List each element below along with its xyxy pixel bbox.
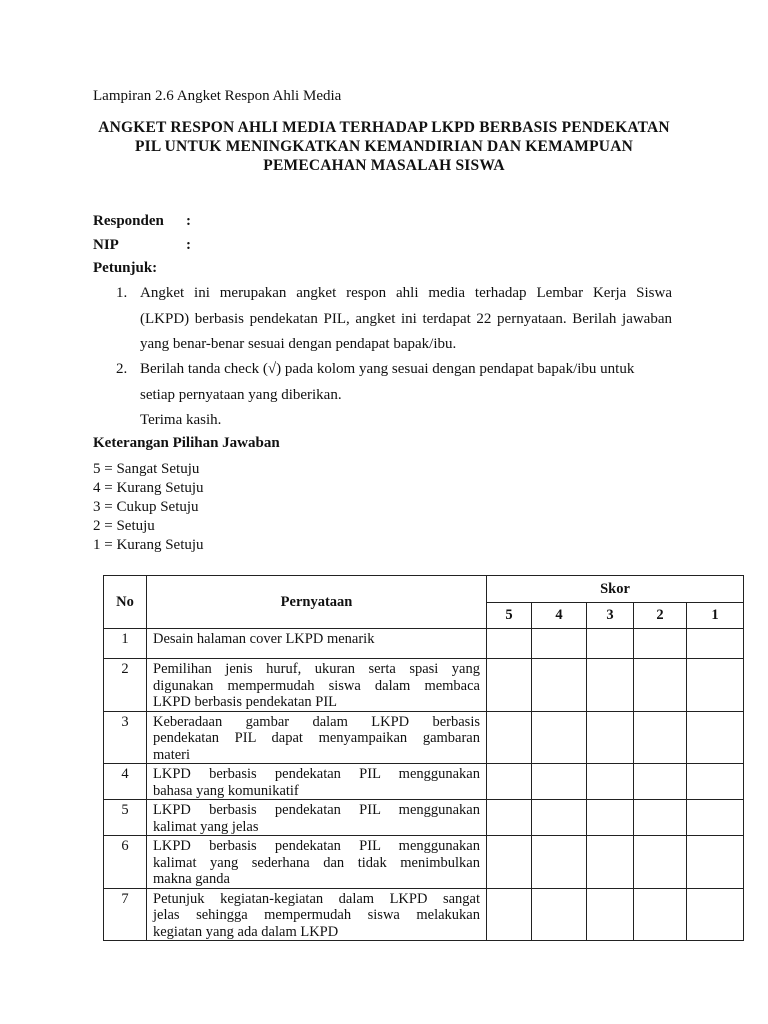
statement-line: bahasa yang komunikatif <box>153 782 299 799</box>
instruction-line: (LKPD) berbasis pendekatan PIL, angket ini terdapat 22 pernyataan. Berilah jawaban <box>140 310 672 327</box>
statement-line: pendekatan PIL dapat menyampaikan gambaran <box>153 730 480 746</box>
header-score-1: 1 <box>687 603 744 629</box>
instruction-line: yang benar-benar sesuai dengan pendapat bapak/ibu. <box>140 336 457 352</box>
document-title <box>0 118 768 175</box>
table-row <box>104 629 744 659</box>
score-cell-3[interactable] <box>587 629 634 659</box>
score-cell-2[interactable] <box>634 764 687 800</box>
legend-item: 2 = Setuju <box>93 518 155 534</box>
statement-line: kalimat yang jelas <box>153 818 259 835</box>
legend-item: 5 = Sangat Setuju <box>93 461 200 477</box>
respondent-label: Responden <box>93 213 164 229</box>
score-cell-3[interactable] <box>587 888 634 941</box>
statement-line: digunakan mempermudah siswa dalam membaca <box>153 677 480 694</box>
statement-line: LKPD berbasis pendekatan PIL menggunakan <box>153 802 480 818</box>
score-cell-4[interactable] <box>532 888 587 941</box>
row-number: 4 <box>104 764 147 800</box>
instruction-number: 1. <box>116 285 128 301</box>
respondent-colon: : <box>186 213 191 229</box>
instruction-line: Berilah tanda check (√) pada kolom yang sesuai dengan pendapat bapak/ibu untuk <box>140 361 635 377</box>
legend-item: 4 = Kurang Setuju <box>93 480 204 496</box>
row-number: 3 <box>104 711 147 764</box>
instruction-item <box>140 357 672 434</box>
title-line: PEMECAHAN MASALAH SISWA <box>263 157 505 174</box>
score-cell-5[interactable] <box>487 888 532 941</box>
statement-line: Keberadaan gambar dalam LKPD berbasis <box>153 713 480 730</box>
score-cell-1[interactable] <box>687 629 744 659</box>
score-cell-4[interactable] <box>532 764 587 800</box>
score-table <box>103 575 744 941</box>
score-cell-2[interactable] <box>634 836 687 889</box>
instructions-heading: Petunjuk: <box>93 260 158 276</box>
row-statement <box>147 659 487 712</box>
statement-line: kegiatan yang ada dalam LKPD <box>153 923 339 940</box>
table-row <box>104 711 744 764</box>
row-number: 2 <box>104 659 147 712</box>
score-cell-2[interactable] <box>634 888 687 941</box>
score-cell-2[interactable] <box>634 800 687 836</box>
table-row <box>104 888 744 941</box>
title-line: PIL UNTUK MENINGKATKAN KEMANDIRIAN DAN KEMAMPUAN <box>135 138 633 155</box>
score-cell-1[interactable] <box>687 659 744 712</box>
instruction-number: 2. <box>116 361 128 377</box>
legend-list <box>93 460 204 555</box>
score-cell-4[interactable] <box>532 659 587 712</box>
table-row <box>104 764 744 800</box>
score-cell-1[interactable] <box>687 764 744 800</box>
score-cell-1[interactable] <box>687 888 744 941</box>
table-row <box>104 800 744 836</box>
page-caption: Lampiran 2.6 Angket Respon Ahli Media <box>93 88 342 104</box>
score-cell-3[interactable] <box>587 836 634 889</box>
instruction-line: Angket ini merupakan angket respon ahli media terhadap Lembar Kerja Siswa <box>140 285 672 301</box>
row-number: 1 <box>104 629 147 659</box>
score-cell-1[interactable] <box>687 711 744 764</box>
score-cell-3[interactable] <box>587 800 634 836</box>
row-statement <box>147 629 487 659</box>
score-cell-1[interactable] <box>687 800 744 836</box>
score-cell-4[interactable] <box>532 629 587 659</box>
row-number: 6 <box>104 836 147 889</box>
row-statement <box>147 764 487 800</box>
score-cell-3[interactable] <box>587 659 634 712</box>
instruction-line: Terima kasih. <box>140 412 222 428</box>
legend-item: 3 = Cukup Setuju <box>93 499 199 515</box>
statement-line: LKPD berbasis pendekatan PIL menggunakan <box>153 766 480 782</box>
score-cell-5[interactable] <box>487 711 532 764</box>
row-statement <box>147 711 487 764</box>
score-cell-5[interactable] <box>487 800 532 836</box>
row-number: 7 <box>104 888 147 941</box>
statement-line: LKPD berbasis pendekatan PIL <box>153 694 338 710</box>
row-statement <box>147 836 487 889</box>
score-cell-2[interactable] <box>634 711 687 764</box>
instruction-line: setiap pernyataan yang diberikan. <box>140 386 342 403</box>
nip-colon: : <box>186 237 191 253</box>
row-statement <box>147 888 487 941</box>
score-cell-5[interactable] <box>487 659 532 712</box>
header-statement: Pernyataan <box>147 576 487 629</box>
statement-line: jelas sehingga mempermudah siswa melakukan <box>153 907 480 923</box>
statement-line: makna ganda <box>153 871 230 887</box>
score-cell-5[interactable] <box>487 629 532 659</box>
score-cell-5[interactable] <box>487 836 532 889</box>
statement-line: LKPD berbasis pendekatan PIL menggunakan <box>153 838 480 854</box>
score-cell-2[interactable] <box>634 629 687 659</box>
statement-line: Desain halaman cover LKPD menarik <box>153 631 375 647</box>
statement-line: kalimat yang sederhana dan tidak menimbulkan <box>153 854 480 871</box>
statement-line: materi <box>153 746 191 763</box>
header-score-3: 3 <box>587 603 634 629</box>
statement-line: Petunjuk kegiatan-kegiatan dalam LKPD sangat <box>153 890 480 907</box>
score-cell-4[interactable] <box>532 711 587 764</box>
score-cell-3[interactable] <box>587 711 634 764</box>
nip-label: NIP <box>93 237 119 253</box>
header-score-4: 4 <box>532 603 587 629</box>
table-row <box>104 659 744 712</box>
score-cell-1[interactable] <box>687 836 744 889</box>
legend-item: 1 = Kurang Setuju <box>93 537 204 553</box>
header-no: No <box>104 576 147 629</box>
header-score-5: 5 <box>487 603 532 629</box>
score-cell-4[interactable] <box>532 800 587 836</box>
score-cell-2[interactable] <box>634 659 687 712</box>
header-score-2: 2 <box>634 603 687 629</box>
header-score: Skor <box>487 576 744 603</box>
score-cell-4[interactable] <box>532 836 587 889</box>
title-line: ANGKET RESPON AHLI MEDIA TERHADAP LKPD BERBASIS PENDEKATAN <box>98 119 670 136</box>
instruction-item <box>140 281 672 358</box>
legend-heading: Keterangan Pilihan Jawaban <box>93 435 280 451</box>
score-cell-5[interactable] <box>487 764 532 800</box>
row-number: 5 <box>104 800 147 836</box>
table-row <box>104 836 744 889</box>
score-cell-3[interactable] <box>587 764 634 800</box>
statement-line: Pemilihan jenis huruf, ukuran serta spasi yang <box>153 661 480 677</box>
row-statement <box>147 800 487 836</box>
